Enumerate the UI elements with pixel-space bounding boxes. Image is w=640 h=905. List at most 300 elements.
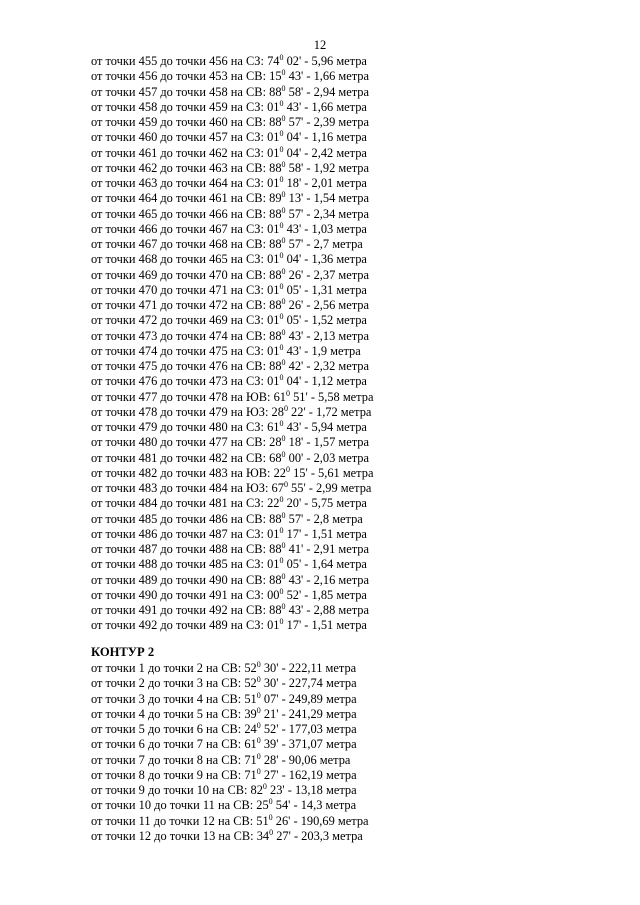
direction: СЗ [246, 252, 261, 267]
on-word: на [230, 359, 243, 373]
from-word: от точки [91, 767, 136, 782]
degrees: 88 [269, 237, 282, 251]
minutes: 57 [288, 511, 302, 526]
minutes: 04 [286, 145, 299, 160]
to-word: до точки [160, 496, 206, 511]
direction: СВ [246, 237, 263, 251]
degrees: 01 [267, 145, 280, 160]
bearing-line: от точки 4 до точки 5 на СВ: $39^0$ 21' - 241,29 метра [91, 705, 357, 721]
bearing-line: от точки 12 до точки 13 на СВ: $34^0$ 27' - 203,3 метра [91, 827, 363, 843]
to-point: 468 [209, 237, 228, 251]
bearing-line: от точки 477 до точки 478 на ЮВ: $61^0$ 51' - 5,58 метра [91, 388, 374, 404]
unit: метра [338, 359, 369, 373]
on-word: на [230, 511, 243, 526]
to-point: 464 [209, 176, 228, 190]
bearing-line: от точки 472 до точки 469 на СЗ: $01^0$ 05' - 1,52 метра [91, 312, 367, 328]
direction: СВ [221, 691, 238, 706]
bearing-line: от точки 6 до точки 7 на СВ: $61^0$ 39' - 371,07 метра [91, 736, 357, 752]
minutes: 22 [291, 404, 304, 419]
to-point: 470 [209, 267, 228, 282]
to-word: до точки [147, 722, 194, 736]
degrees: 61 [267, 420, 280, 434]
direction: СЗ [246, 526, 261, 541]
degrees: 01 [267, 282, 280, 297]
direction: СВ [221, 661, 238, 675]
unit: метра [340, 481, 372, 495]
degree-mark: 0 [283, 480, 288, 489]
distance: 1,16 [311, 130, 334, 145]
minutes: 05 [286, 557, 299, 572]
to-word: до точки [160, 420, 206, 434]
distance: 2,16 [313, 572, 336, 587]
to-point: 465 [209, 252, 228, 267]
bearing-line: от точки 465 до точки 466 на СВ: $88^0$ 57' - 2,34 метра [91, 205, 369, 221]
unit: метра [338, 69, 369, 84]
from-point: 2 [138, 676, 145, 691]
on-word: на [230, 450, 243, 465]
bearing-line: от точки 479 до точки 480 на СЗ: $61^0$ 43' - 5,94 метра [91, 419, 367, 434]
unit: метра [338, 206, 369, 221]
unit: метра [338, 572, 369, 587]
minutes: 02 [286, 54, 299, 68]
distance: 5,94 [311, 420, 334, 434]
distance: 1,03 [311, 221, 334, 236]
unit: метра [338, 115, 369, 129]
on-word: на [230, 99, 243, 114]
on-word: на [230, 603, 243, 617]
from-point: 470 [138, 282, 158, 297]
degree-mark: 0 [281, 68, 286, 78]
degrees: 01 [267, 526, 280, 541]
direction: СВ [221, 752, 238, 767]
unit: метра [342, 389, 374, 404]
bearing-line: от точки 455 до точки 456 на СЗ: $74^0$ 02' - 5,96 метра [91, 53, 367, 68]
bearing-line: от точки 476 до точки 473 на СЗ: $01^0$ 04' - 1,12 метра [91, 373, 367, 389]
minutes: 39 [263, 737, 277, 752]
from-word: от точки [91, 404, 136, 419]
from-point: 482 [138, 465, 158, 480]
to-point: 8 [196, 752, 203, 767]
direction: СВ [246, 511, 263, 526]
minutes: 43 [288, 572, 302, 587]
direction: СЗ [246, 221, 261, 236]
distance: 2,91 [313, 542, 336, 556]
from-point: 475 [138, 359, 158, 373]
from-point: 477 [138, 389, 158, 404]
unit: метра [338, 267, 369, 282]
to-point: 474 [209, 328, 228, 343]
to-point: 13 [202, 828, 216, 843]
on-word: на [230, 328, 243, 343]
from-word: от точки [91, 374, 136, 389]
to-point: 10 [196, 783, 210, 797]
to-word: до точки [160, 221, 206, 236]
to-point: 478 [209, 389, 228, 404]
from-point: 485 [138, 511, 158, 526]
degrees: 88 [269, 115, 282, 129]
from-point: 456 [138, 69, 158, 84]
distance: 1,9 [311, 343, 328, 358]
distance: 1,57 [313, 435, 336, 450]
bearing-line: от точки 478 до точки 479 на ЮЗ: $28^0$ 22' - 1,72 метра [91, 403, 372, 419]
from-point: 7 [138, 752, 145, 767]
distance: 2,39 [313, 115, 336, 129]
from-word: от точки [91, 618, 136, 633]
on-word: на [230, 282, 243, 297]
direction: СВ [246, 267, 263, 282]
from-point: 467 [138, 237, 158, 251]
to-point: 488 [209, 542, 228, 556]
unit: метра [338, 450, 369, 465]
degrees: 51 [244, 691, 257, 706]
to-word: до точки [160, 511, 206, 526]
degree-mark: 0 [256, 736, 261, 746]
degree-mark: 0 [281, 327, 286, 337]
from-point: 476 [138, 374, 158, 389]
distance: 2,88 [313, 603, 336, 617]
minutes: 52 [263, 722, 277, 736]
unit: метра [319, 752, 351, 767]
from-word: от точки [91, 572, 136, 587]
bearing-line: от точки 464 до точки 461 на СВ: $89^0$ 13' - 1,54 метра [91, 190, 369, 206]
bearing-line: от точки 474 до точки 475 на СЗ: $01^0$ 43' - 1,9 метра [91, 342, 361, 358]
degrees: 88 [269, 572, 282, 587]
minutes: 43 [286, 343, 299, 358]
on-word: на [230, 252, 243, 267]
from-point: 492 [138, 618, 158, 633]
minutes: 04 [286, 374, 299, 389]
degree-mark: 0 [281, 541, 286, 550]
minutes: 27 [263, 767, 277, 782]
to-word: до точки [160, 237, 206, 251]
to-point: 11 [202, 798, 215, 813]
degrees: 61 [244, 737, 257, 752]
to-word: до точки [160, 115, 206, 129]
minutes: 43 [288, 603, 302, 617]
direction: СВ [221, 767, 238, 782]
to-word: до точки [160, 435, 206, 450]
to-word: до точки [160, 145, 206, 160]
degrees: 01 [267, 221, 280, 236]
from-word: от точки [91, 389, 136, 404]
from-word: от точки [91, 145, 136, 160]
degree-mark: 0 [279, 281, 284, 291]
unit: метра [325, 661, 357, 675]
from-point: 491 [138, 603, 158, 617]
on-word: на [206, 737, 219, 752]
unit: метра [336, 176, 367, 190]
distance: 1,51 [311, 618, 334, 633]
from-word: от точки [91, 298, 136, 312]
degree-mark: 0 [279, 495, 284, 505]
to-point: 460 [209, 115, 228, 129]
to-word: до точки [160, 282, 206, 297]
to-point: 463 [209, 160, 228, 175]
direction: СЗ [246, 130, 261, 145]
to-point: 3 [196, 676, 203, 691]
degrees: 88 [269, 206, 282, 221]
degree-mark: 0 [279, 98, 284, 108]
to-point: 484 [209, 481, 228, 495]
to-word: до точки [154, 798, 200, 813]
to-point: 461 [209, 191, 228, 206]
degrees: 88 [269, 542, 282, 556]
from-word: от точки [91, 496, 136, 511]
from-word: от точки [91, 313, 136, 328]
degrees: 51 [256, 813, 269, 828]
degree-mark: 0 [285, 388, 290, 398]
degree-mark: 0 [256, 690, 261, 700]
distance: 1,12 [311, 374, 334, 389]
direction: СЗ [246, 176, 261, 190]
direction: СЗ [246, 313, 261, 328]
from-word: от точки [91, 752, 136, 767]
to-point: 477 [209, 435, 228, 450]
on-word: на [230, 115, 243, 129]
to-word: до точки [160, 450, 206, 465]
unit: метра [332, 511, 363, 526]
direction: СЗ [246, 420, 261, 434]
degrees: 74 [267, 54, 280, 68]
degrees: 88 [269, 359, 282, 373]
degree-mark: 0 [279, 419, 284, 428]
to-point: 5 [196, 706, 203, 721]
direction: СВ [246, 298, 263, 312]
to-word: до точки [160, 572, 206, 587]
from-point: 480 [138, 435, 158, 450]
direction: СВ [246, 603, 263, 617]
to-word: до точки [160, 618, 206, 633]
on-word: на [230, 374, 243, 389]
from-point: 465 [138, 206, 158, 221]
distance: 1,85 [311, 587, 334, 602]
on-word: на [206, 722, 219, 736]
unit: метра [338, 328, 369, 343]
bearing-line: от точки 482 до точки 483 на ЮВ: $22^0$ 15' - 5,61 метра [91, 464, 374, 480]
bearing-line: от точки 463 до точки 464 на СЗ: $01^0$ 18' - 2,01 метра [91, 175, 367, 190]
distance: 2,42 [311, 145, 334, 160]
direction: СВ [246, 191, 263, 206]
from-point: 472 [138, 313, 158, 328]
bearing-line: от точки 483 до точки 484 на ЮЗ: $67^0$ 55' - 2,99 метра [91, 480, 372, 495]
degree-mark: 0 [281, 449, 286, 459]
unit: метра [338, 84, 369, 99]
from-point: 483 [138, 481, 158, 495]
unit: метра [336, 526, 367, 541]
minutes: 17 [286, 526, 299, 541]
direction: СВ [221, 722, 238, 736]
on-word: на [230, 526, 243, 541]
to-word: до точки [160, 465, 206, 480]
direction: СВ [246, 84, 263, 99]
on-word: на [230, 298, 243, 312]
on-word: на [230, 420, 243, 434]
to-word: до точки [147, 737, 194, 752]
degree-mark: 0 [256, 705, 261, 715]
from-point: 1 [138, 661, 145, 675]
minutes: 26 [288, 298, 302, 312]
from-word: от точки [91, 661, 136, 675]
minutes: 26 [275, 813, 289, 828]
to-point: 7 [196, 737, 203, 752]
from-point: 10 [138, 798, 152, 813]
unit: метра [325, 737, 357, 752]
direction: СВ [221, 706, 238, 721]
from-point: 5 [138, 722, 145, 736]
unit: метра [325, 706, 357, 721]
bearing-line: от точки 456 до точки 453 на СВ: $15^0$ 43' - 1,66 метра [91, 68, 369, 84]
distance: 2,01 [311, 176, 334, 190]
minutes: 13 [288, 191, 302, 206]
unit: метра [336, 145, 367, 160]
to-point: 492 [209, 603, 228, 617]
direction: СВ [246, 160, 263, 175]
degrees: 88 [269, 511, 282, 526]
on-word: на [230, 267, 243, 282]
degrees: 71 [244, 767, 257, 782]
bearing-line: от точки 7 до точки 8 на СВ: $71^0$ 28' - 90,06 метра [91, 751, 351, 767]
from-word: от точки [91, 191, 136, 206]
bearing-line: от точки 481 до точки 482 на СВ: $68^0$ 00' - 2,03 метра [91, 449, 369, 465]
degree-mark: 0 [279, 556, 284, 566]
on-word: на [230, 618, 243, 633]
from-word: от точки [91, 115, 136, 129]
from-word: от точки [91, 603, 136, 617]
distance: 1,72 [316, 404, 338, 419]
degree-mark: 0 [281, 159, 286, 169]
on-word: на [206, 661, 219, 675]
minutes: 17 [286, 618, 299, 633]
unit: метра [336, 99, 367, 114]
to-word: до точки [160, 54, 206, 68]
to-point: 482 [209, 450, 228, 465]
from-word: от точки [91, 54, 136, 68]
degree-mark: 0 [279, 144, 284, 154]
minutes: 58 [288, 160, 302, 175]
bearing-line: от точки 470 до точки 471 на СЗ: $01^0$ 05' - 1,31 метра [91, 281, 367, 297]
minutes: 57 [288, 115, 302, 129]
direction: СЗ [246, 374, 261, 389]
to-word: до точки [160, 603, 206, 617]
minutes: 15 [293, 465, 306, 480]
to-word: до точки [154, 828, 200, 843]
from-word: от точки [91, 783, 136, 797]
from-point: 457 [138, 84, 158, 99]
distance: 2,94 [313, 84, 336, 99]
distance: 1,31 [311, 282, 334, 297]
to-point: 491 [209, 587, 228, 602]
to-point: 489 [209, 618, 228, 633]
degree-mark: 0 [256, 675, 261, 685]
direction: СВ [246, 542, 263, 556]
to-word: до точки [160, 389, 206, 404]
from-word: от точки [91, 706, 136, 721]
distance: 1,92 [313, 160, 336, 175]
direction: ЮВ [246, 389, 268, 404]
distance: 2,34 [313, 206, 336, 221]
distance: 1,51 [311, 526, 334, 541]
from-point: 4 [138, 706, 145, 721]
to-point: 456 [209, 54, 228, 68]
to-point: 472 [209, 298, 228, 312]
from-point: 12 [138, 828, 152, 843]
from-word: от точки [91, 176, 136, 190]
unit: метра [336, 130, 367, 145]
minutes: 04 [286, 252, 299, 267]
bearing-line: от точки 8 до точки 9 на СВ: $71^0$ 27' - 162,19 метра [91, 766, 357, 782]
from-point: 479 [138, 420, 158, 434]
bearing-line: от точки 467 до точки 468 на СВ: $88^0$ 57' - 2,7 метра [91, 236, 363, 251]
degree-mark: 0 [279, 617, 284, 627]
on-word: на [230, 206, 243, 221]
direction: СЗ [246, 282, 261, 297]
distance: 1,66 [311, 99, 334, 114]
to-point: 12 [202, 813, 215, 828]
to-word: до точки [160, 206, 206, 221]
distance: 371,07 [288, 737, 323, 752]
to-word: до точки [160, 191, 206, 206]
minutes: 18 [288, 435, 302, 450]
from-point: 9 [138, 783, 145, 797]
degree-mark: 0 [279, 586, 284, 596]
on-word: на [230, 145, 243, 160]
bearing-line: от точки 487 до точки 488 на СВ: $88^0$ 41' - 2,91 метра [91, 541, 369, 556]
direction: СВ [246, 572, 263, 587]
from-word: от точки [91, 511, 136, 526]
bearing-line: от точки 462 до точки 463 на СВ: $88^0$ 58' - 1,92 метра [91, 159, 369, 175]
unit: метра [336, 420, 367, 434]
to-point: 480 [209, 420, 228, 434]
bearing-line: от точки 5 до точки 6 на СВ: $24^0$ 52' - 177,03 метра [91, 721, 357, 736]
to-point: 471 [209, 282, 228, 297]
bearing-line: от точки 489 до точки 490 на СВ: $88^0$ 43' - 2,16 метра [91, 571, 369, 587]
to-point: 467 [209, 221, 228, 236]
from-point: 463 [138, 176, 158, 190]
on-word: на [206, 691, 219, 706]
to-point: 475 [209, 343, 228, 358]
minutes: 51 [293, 389, 306, 404]
from-word: от точки [91, 465, 136, 480]
degrees: 88 [269, 298, 282, 312]
bearing-line: от точки 460 до точки 457 на СЗ: $01^0$ 04' - 1,16 метра [91, 129, 367, 145]
unit: метра [332, 237, 363, 251]
bearing-line: от точки 480 до точки 477 на СВ: $28^0$ 18' - 1,57 метра [91, 434, 369, 450]
direction: СЗ [246, 99, 261, 114]
degree-mark: 0 [256, 766, 261, 776]
to-word: до точки [160, 374, 206, 389]
degree-mark: 0 [279, 251, 284, 261]
to-word: до точки [153, 813, 200, 828]
unit: метра [336, 54, 367, 68]
from-word: от точки [91, 282, 136, 297]
distance: 5,58 [318, 389, 340, 404]
from-point: 8 [138, 767, 145, 782]
to-word: до точки [160, 557, 206, 572]
contour-2-heading: КОНТУР 2 [91, 645, 155, 659]
unit: метра [325, 676, 357, 691]
distance: 2,99 [316, 481, 338, 495]
bearing-line: от точки 484 до точки 481 на СЗ: $22^0$ 20' - 5,75 метра [91, 495, 367, 511]
from-word: от точки [91, 587, 136, 602]
on-word: на [230, 343, 243, 358]
degree-mark: 0 [281, 602, 286, 611]
bearing-line: от точки 475 до точки 476 на СВ: $88^0$ 42' - 2,32 метра [91, 358, 369, 373]
minutes: 43 [286, 99, 299, 114]
to-word: до точки [160, 526, 206, 541]
to-word: до точки [160, 328, 206, 343]
on-word: на [230, 404, 243, 419]
degrees: 88 [269, 603, 282, 617]
